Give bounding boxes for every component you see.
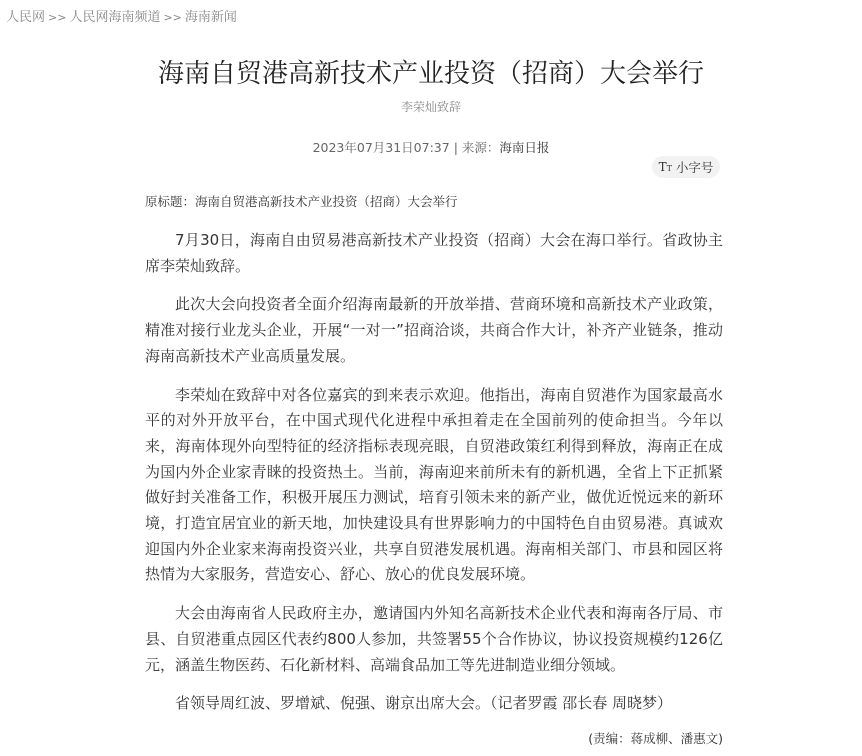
article-subtitle: 李荣灿致辞 — [400, 100, 461, 114]
source-link[interactable]: 海南日报 — [499, 140, 550, 155]
breadcrumb-separator: >> — [163, 11, 182, 24]
breadcrumb-link-hainan-news[interactable]: 海南新闻 — [184, 10, 237, 25]
article-body — [145, 228, 723, 756]
editor-credit: (责编：蒋成柳、潘惠文) — [588, 730, 723, 746]
breadcrumb-link-hainan-channel[interactable]: 人民网海南频道 — [69, 10, 161, 25]
source-label: 来源： — [461, 140, 500, 155]
article-paragraph: 李荣灿在致辞中对各位嘉宾的到来表示欢迎。他指出，海南自贸港作为国家最高水平的对外开放平台，在中国式现代化进程中承担着走在全国前列的使命担当。今年以来，海南体现外向型特征的经济指标表现亮眼，自贸港政策红利得到释放，海南正在成为国内外企业家青睐的投资热土。当前，海南迎来前所未有的新机遇，全省上下正抓紧做好封关准备工作，积极开展压力测试，培育引领未来的新产业，做优近悦远来的新环境，打造宜居宜业的新天地，加快建设具有世界影响力的中国特色自由贸易港。真诚欢迎国内外企业家来海南投资兴业，共享自贸港发展机遇。海南相关部门、市县和园区将热情为大家服务，营造安心、舒心、放心的优良发展环境。 — [145, 385, 723, 584]
font-size-toggle-label: 小字号 — [675, 160, 714, 175]
original-title: 原标题：海南自贸港高新技术产业投资（招商）大会举行 — [145, 194, 458, 209]
article-paragraph: 省领导周红波、罗增斌、倪强、谢京出席大会。（记者罗霞 邵长春 周晓梦） — [175, 694, 673, 713]
article-paragraph: 此次大会向投资者全面介绍海南最新的开放举措、营商环境和高新技术产业政策，精准对接行业龙头企业，开展“一对一”招商洽谈，共商合作大计，补齐产业链条，推动海南高新技术产业高质量发展。 — [145, 295, 723, 365]
publish-datetime: 2023年07月31日07:37 — [312, 140, 450, 155]
article-meta: 2023年07月31日07:37 | 来源：海南日报 — [312, 140, 550, 155]
breadcrumb-separator: >> — [48, 11, 67, 24]
font-size-toggle-button[interactable] — [652, 156, 720, 178]
article-paragraph: 大会由海南省人民政府主办，邀请国内外知名高新技术企业代表和海南各厅局、市县、自贸港重点园区代表约800人参加，共签署55个合作协议，协议投资规模约126亿元，涵盖生物医药、石化新材料、高端食品加工等先进制造业细分领域。 — [145, 604, 723, 674]
breadcrumb — [6, 6, 237, 25]
article-title: 海南自贸港高新技术产业投资（招商）大会举行 — [157, 59, 704, 89]
article-paragraph: 7月30日，海南自由贸易港高新技术产业投资（招商）大会在海口举行。省政协主席李荣灿致辞。 — [145, 231, 723, 275]
font-size-icon: TT — [658, 160, 672, 174]
breadcrumb-link-people[interactable]: 人民网 — [6, 10, 46, 25]
